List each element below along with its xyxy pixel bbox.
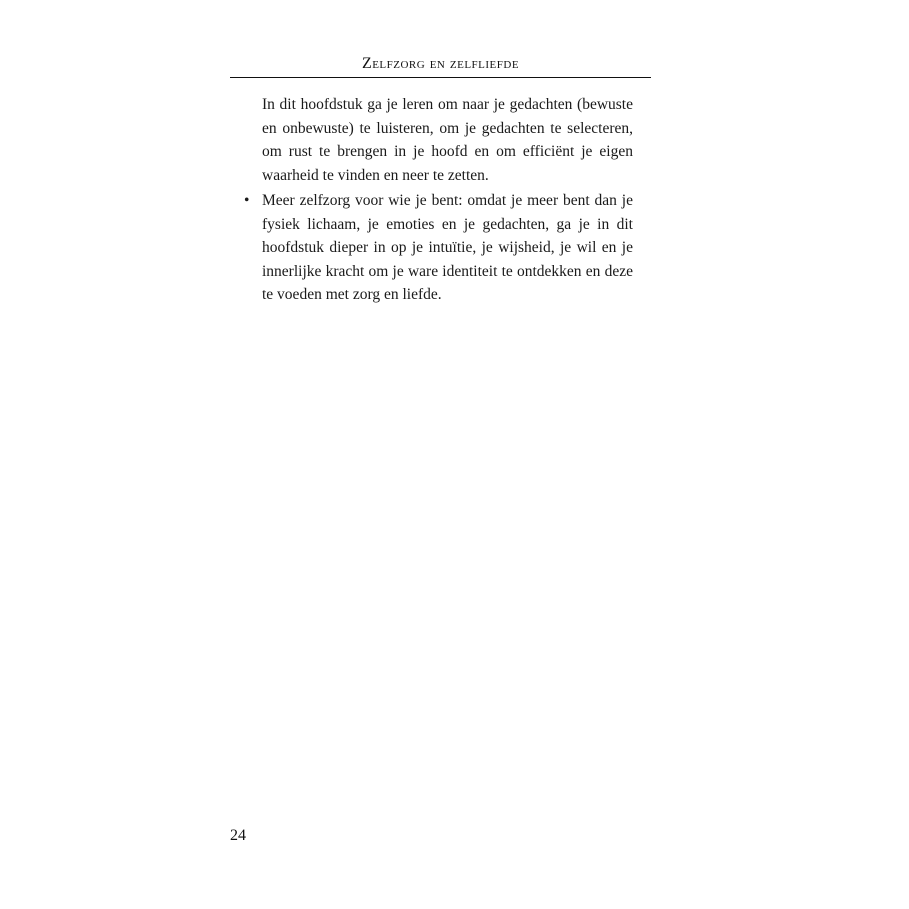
bullet-text: Meer zelfzorg voor wie je bent: omdat je meer bent dan je fysiek lichaam, je emoties en je gedachten, ga je in dit hoofdstuk dieper in op je intuïtie, je wijsheid, je wil en je innerlijke kracht om je ware identiteit te ontdekken en deze te voeden met zorg en liefde.	[262, 192, 633, 303]
bullet-marker: •	[244, 192, 250, 209]
body-paragraph: In dit hoofdstuk ga je leren om naar je gedachten (bewuste en onbewuste) te luisteren, om je gedachten te selecteren, om rust te brengen in je hoofd en om efficiënt je eigen waarheid te vinden en neer te zetten.	[262, 96, 633, 184]
running-header-title: Zelfzorg en zelfliefde	[361, 55, 520, 72]
header-divider	[230, 77, 651, 78]
page-number: 24	[230, 827, 246, 844]
